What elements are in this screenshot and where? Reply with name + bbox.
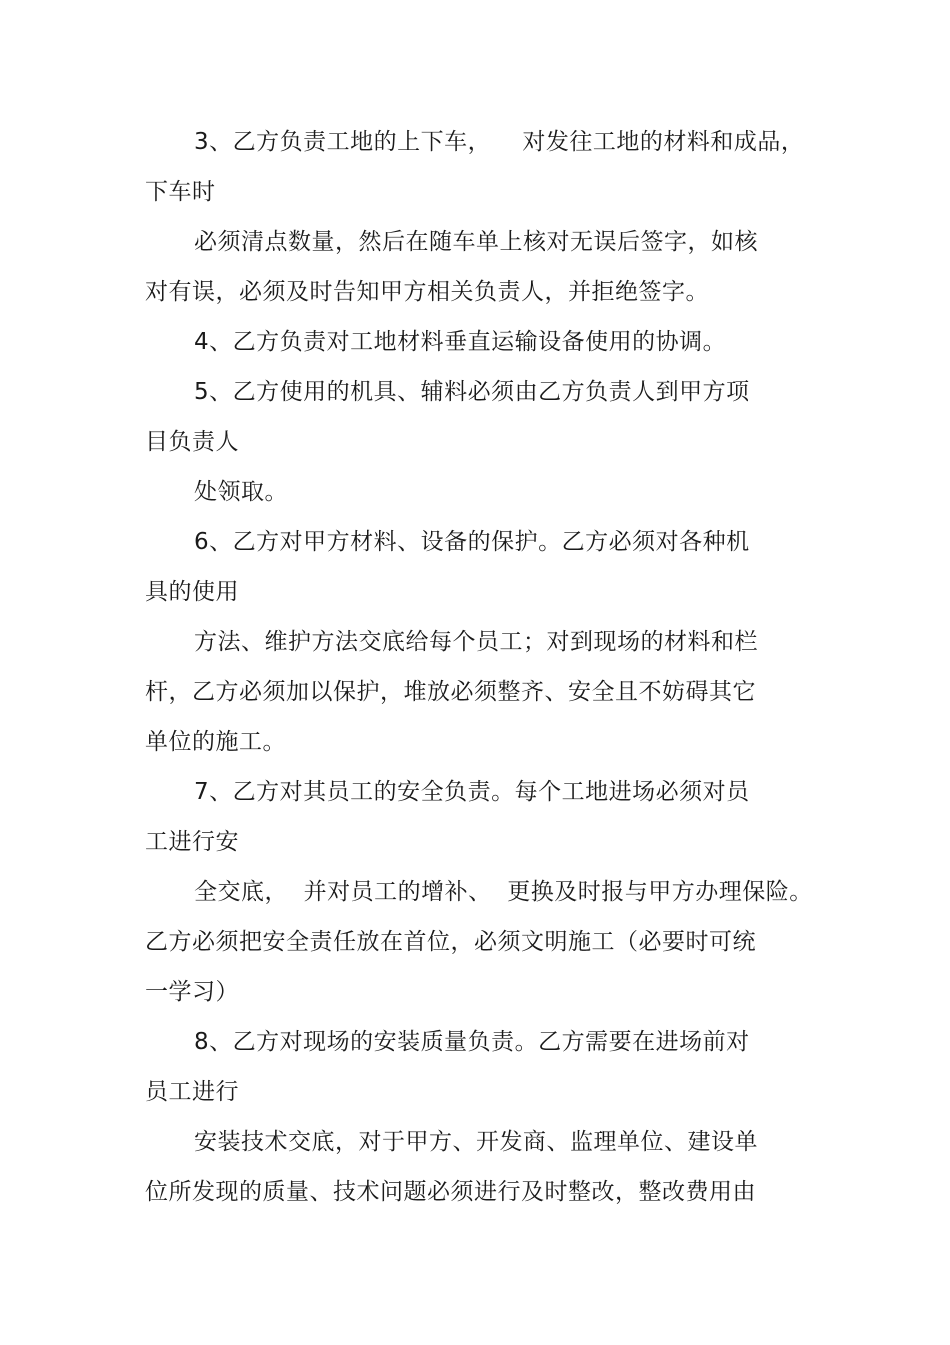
- text-line: 具的使用: [145, 579, 239, 605]
- text-line: 处领取。: [194, 479, 288, 505]
- text-line: 目负责人: [145, 429, 239, 455]
- text-line: 必须清点数量，然后在随车单上核对无误后签字，如核: [194, 229, 758, 255]
- text-line: 方法、维护方法交底给每个员工；对到现场的材料和栏: [194, 629, 758, 655]
- text-line: 一学习）: [145, 979, 239, 1005]
- text-line: 6、乙方对甲方材料、设备的保护。乙方必须对各种机: [194, 529, 750, 555]
- text-line: 乙方必须把安全责任放在首位，必须文明施工（必要时可统: [145, 929, 756, 955]
- text-line: 对有误，必须及时告知甲方相关负责人，并拒绝签字。: [145, 279, 709, 305]
- text-line: 3、乙方负责工地的上下车， 对发往工地的材料和成品，: [194, 129, 805, 155]
- text-line: 全交底， 并对员工的增补、 更换及时报与甲方办理保险。: [194, 879, 813, 905]
- text-line: 8、乙方对现场的安装质量负责。乙方需要在进场前对: [194, 1029, 750, 1055]
- text-line: 4、乙方负责对工地材料垂直运输设备使用的协调。: [194, 329, 727, 355]
- text-line: 杆，乙方必须加以保护，堆放必须整齐、安全且不妨碍其它: [145, 679, 756, 705]
- text-line: 工进行安: [145, 829, 239, 855]
- text-line: 安装技术交底，对于甲方、开发商、监理单位、建设单: [194, 1129, 758, 1155]
- text-line: 员工进行: [145, 1079, 239, 1105]
- text-line: 单位的施工。: [145, 729, 286, 755]
- text-line: 5、乙方使用的机具、辅料必须由乙方负责人到甲方项: [194, 379, 750, 405]
- text-line: 下车时: [145, 179, 216, 205]
- text-line: 位所发现的质量、技术问题必须进行及时整改，整改费用由: [145, 1179, 756, 1205]
- text-line: 7、乙方对其员工的安全负责。每个工地进场必须对员: [194, 779, 750, 805]
